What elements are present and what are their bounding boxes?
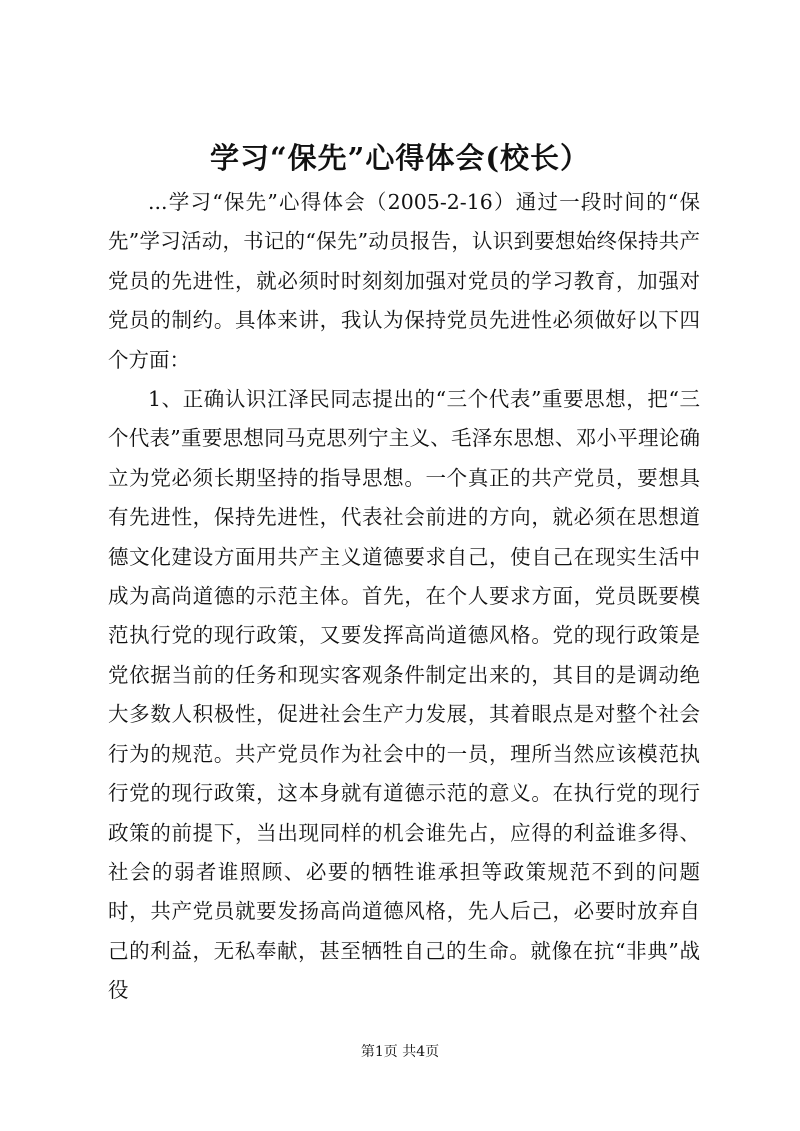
paragraph-point-1: 1、正确认识江泽民同志提出的“三个代表”重要思想，把“三个代表”重要思想同马克思列宁主义、毛泽东思想、邓小平理论确立为党必须长期坚持的指导思想。一个真正的共产党员，要想具有先进性，保持先进性，代表社会前进的方向，就必须在思想道德文化建设方面用共产主义道德要求自己，使自己在现实生活中成为高尚道德的示范主体。首先，在个人要求方面，党员既要模范执行党的现行政策，又要发挥高尚道德风格。党的现行政策是党依据当前的任务和现实客观条件制定出来的，其目的是调动绝大多数人积极性，促进社会生产力发展，其着眼点是对整个社会行为的规范。共产党员作为社会中的一员，理所当然应该模范执行党的现行政策，这本身就有道德示范的意义。在执行党的现行政策的前提下，当出现同样的机会谁先占，应得的利益谁多得、社会的弱者谁照顾、必要的牺牲谁承担等政策规范不到的问题时，共产党员就要发扬高尚道德风格，先人后己，必要时放弃自己的利益，无私奉献，甚至牺牲自己的生命。就像在抗“非典”战役 — [108, 387, 700, 1003]
document-body — [108, 183, 700, 1011]
page-footer: 第1页 共4页 — [360, 1044, 440, 1060]
document-title: 学习“保先”心得体会(校长） — [209, 141, 591, 175]
paragraph-intro: ...学习“保先”心得体会（2005-2-16）通过一段时间的“保先”学习活动，书记的“保先”动员报告，认识到要想始终保持共产党员的先进性，就必须时时刻刻加强对党员的学习教育，加强对党员的制约。具体来讲，我认为保持党员先进性必须做好以下四个方面： — [108, 190, 700, 372]
